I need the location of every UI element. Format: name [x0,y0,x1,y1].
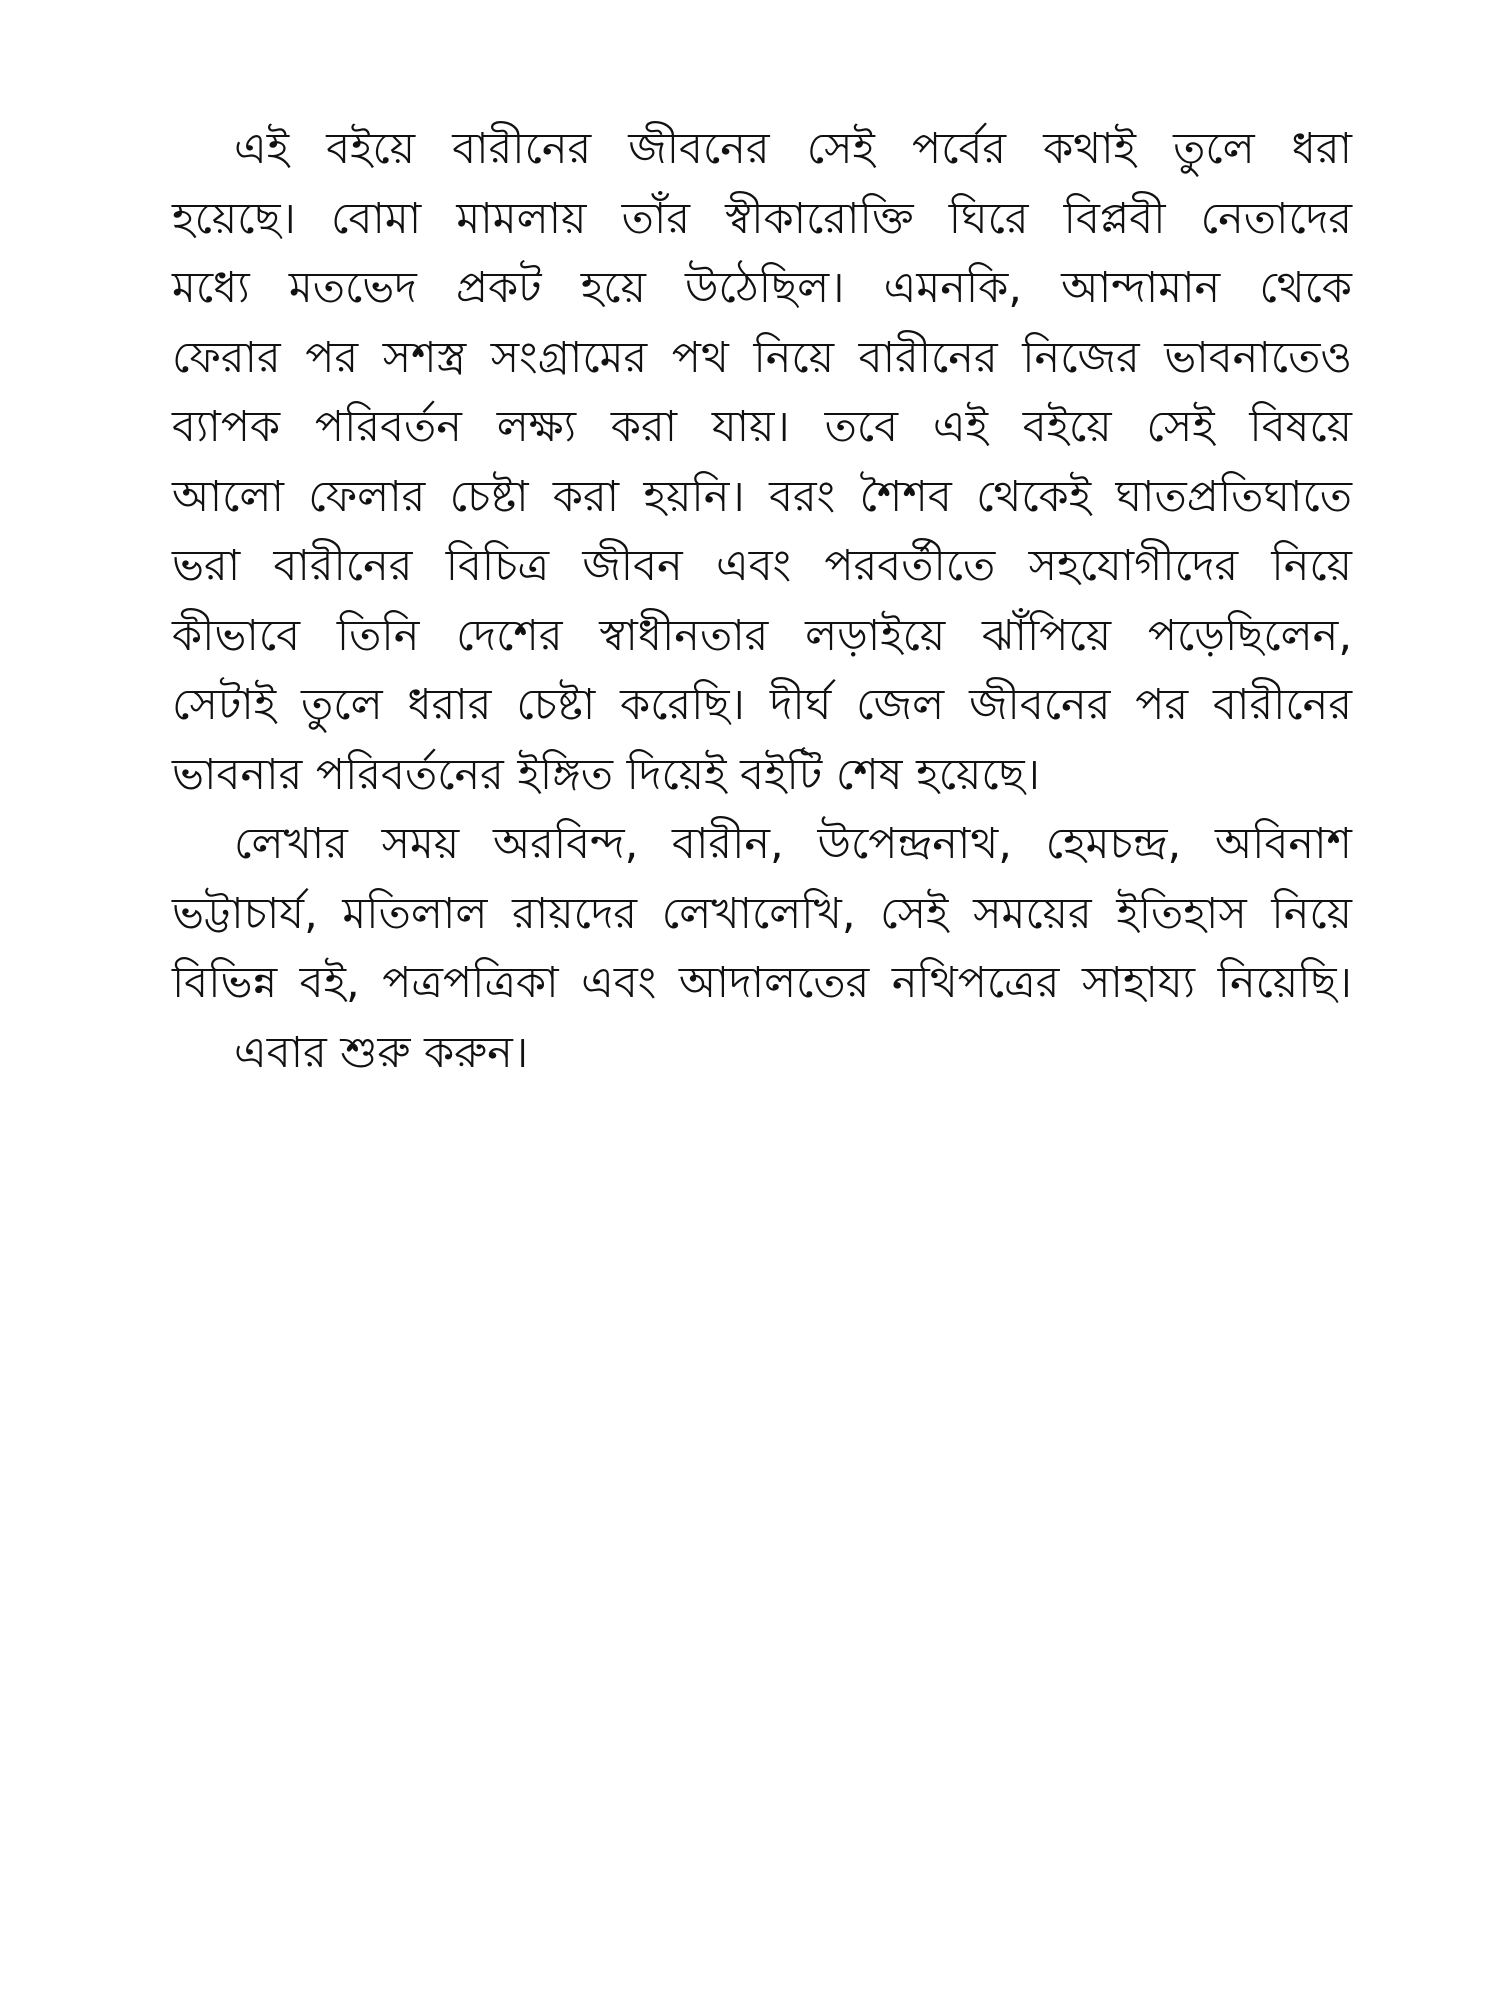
paragraph-1-line-9: সেটাই তুলে ধরার চেষ্টা করেছি। দীর্ঘ জেল জীবনের পর বারীনের [172,680,1352,730]
paragraph-1 [172,115,1352,810]
paragraph-2-line-1: লেখার সময় অরবিন্দ, বারীন, উপেন্দ্রনাথ, হেমচন্দ্র, অবিনাশ [234,819,1352,869]
paragraph-1-line-10: ভাবনার পরিবর্তনের ইঙ্গিত দিয়েই বইটি শেষ হয়েছে। [172,749,1041,800]
paragraph-1-line-7: ভরা বারীনের বিচিত্র জীবন এবং পরবর্তীতে সহযোগীদের নিয়ে [172,541,1352,591]
paragraph-1-line-8: কীভাবে তিনি দেশের স্বাধীনতার লড়াইয়ে ঝাঁপিয়ে পড়েছিলেন, [172,610,1352,661]
paragraph-2-line-2: ভট্টাচার্য, মতিলাল রায়দের লেখালেখি, সেই সময়ের ইতিহাস নিয়ে [172,888,1352,939]
paragraph-1-line-6: আলো ফেলার চেষ্টা করা হয়নি। বরং শৈশব থেকেই ঘাতপ্রতিঘাতে [172,471,1352,522]
paragraph-3-line-1: এবার শুরু করুন। [234,1027,529,1078]
paragraph-1-line-2: হয়েছে। বোমা মামলায় তাঁর স্বীকারোক্তি ঘিরে বিপ্লবী নেতাদের [172,193,1352,244]
paragraph-2-line-3: বিভিন্ন বই, পত্রপত্রিকা এবং আদালতের নথিপত্রের সাহায্য নিয়েছি। [172,958,1352,1008]
paragraph-2 [172,810,1352,1019]
paragraph-1-line-3: মধ্যে মতভেদ প্রকট হয়ে উঠেছিল। এমনকি, আন্দামান থেকে [172,263,1352,313]
paragraph-3 [172,1019,1352,1089]
body-text [172,115,1352,1088]
paragraph-1-line-5: ব্যাপক পরিবর্তন লক্ষ্য করা যায়। তবে এই বইয়ে সেই বিষয়ে [172,402,1352,452]
paragraph-1-line-4: ফেরার পর সশস্ত্র সংগ্রামের পথ নিয়ে বারীনের নিজের ভাবনাতেও [172,332,1352,383]
paragraph-1-line-1: এই বইয়ে বারীনের জীবনের সেই পর্বের কথাই তুলে ধরা [234,124,1352,174]
